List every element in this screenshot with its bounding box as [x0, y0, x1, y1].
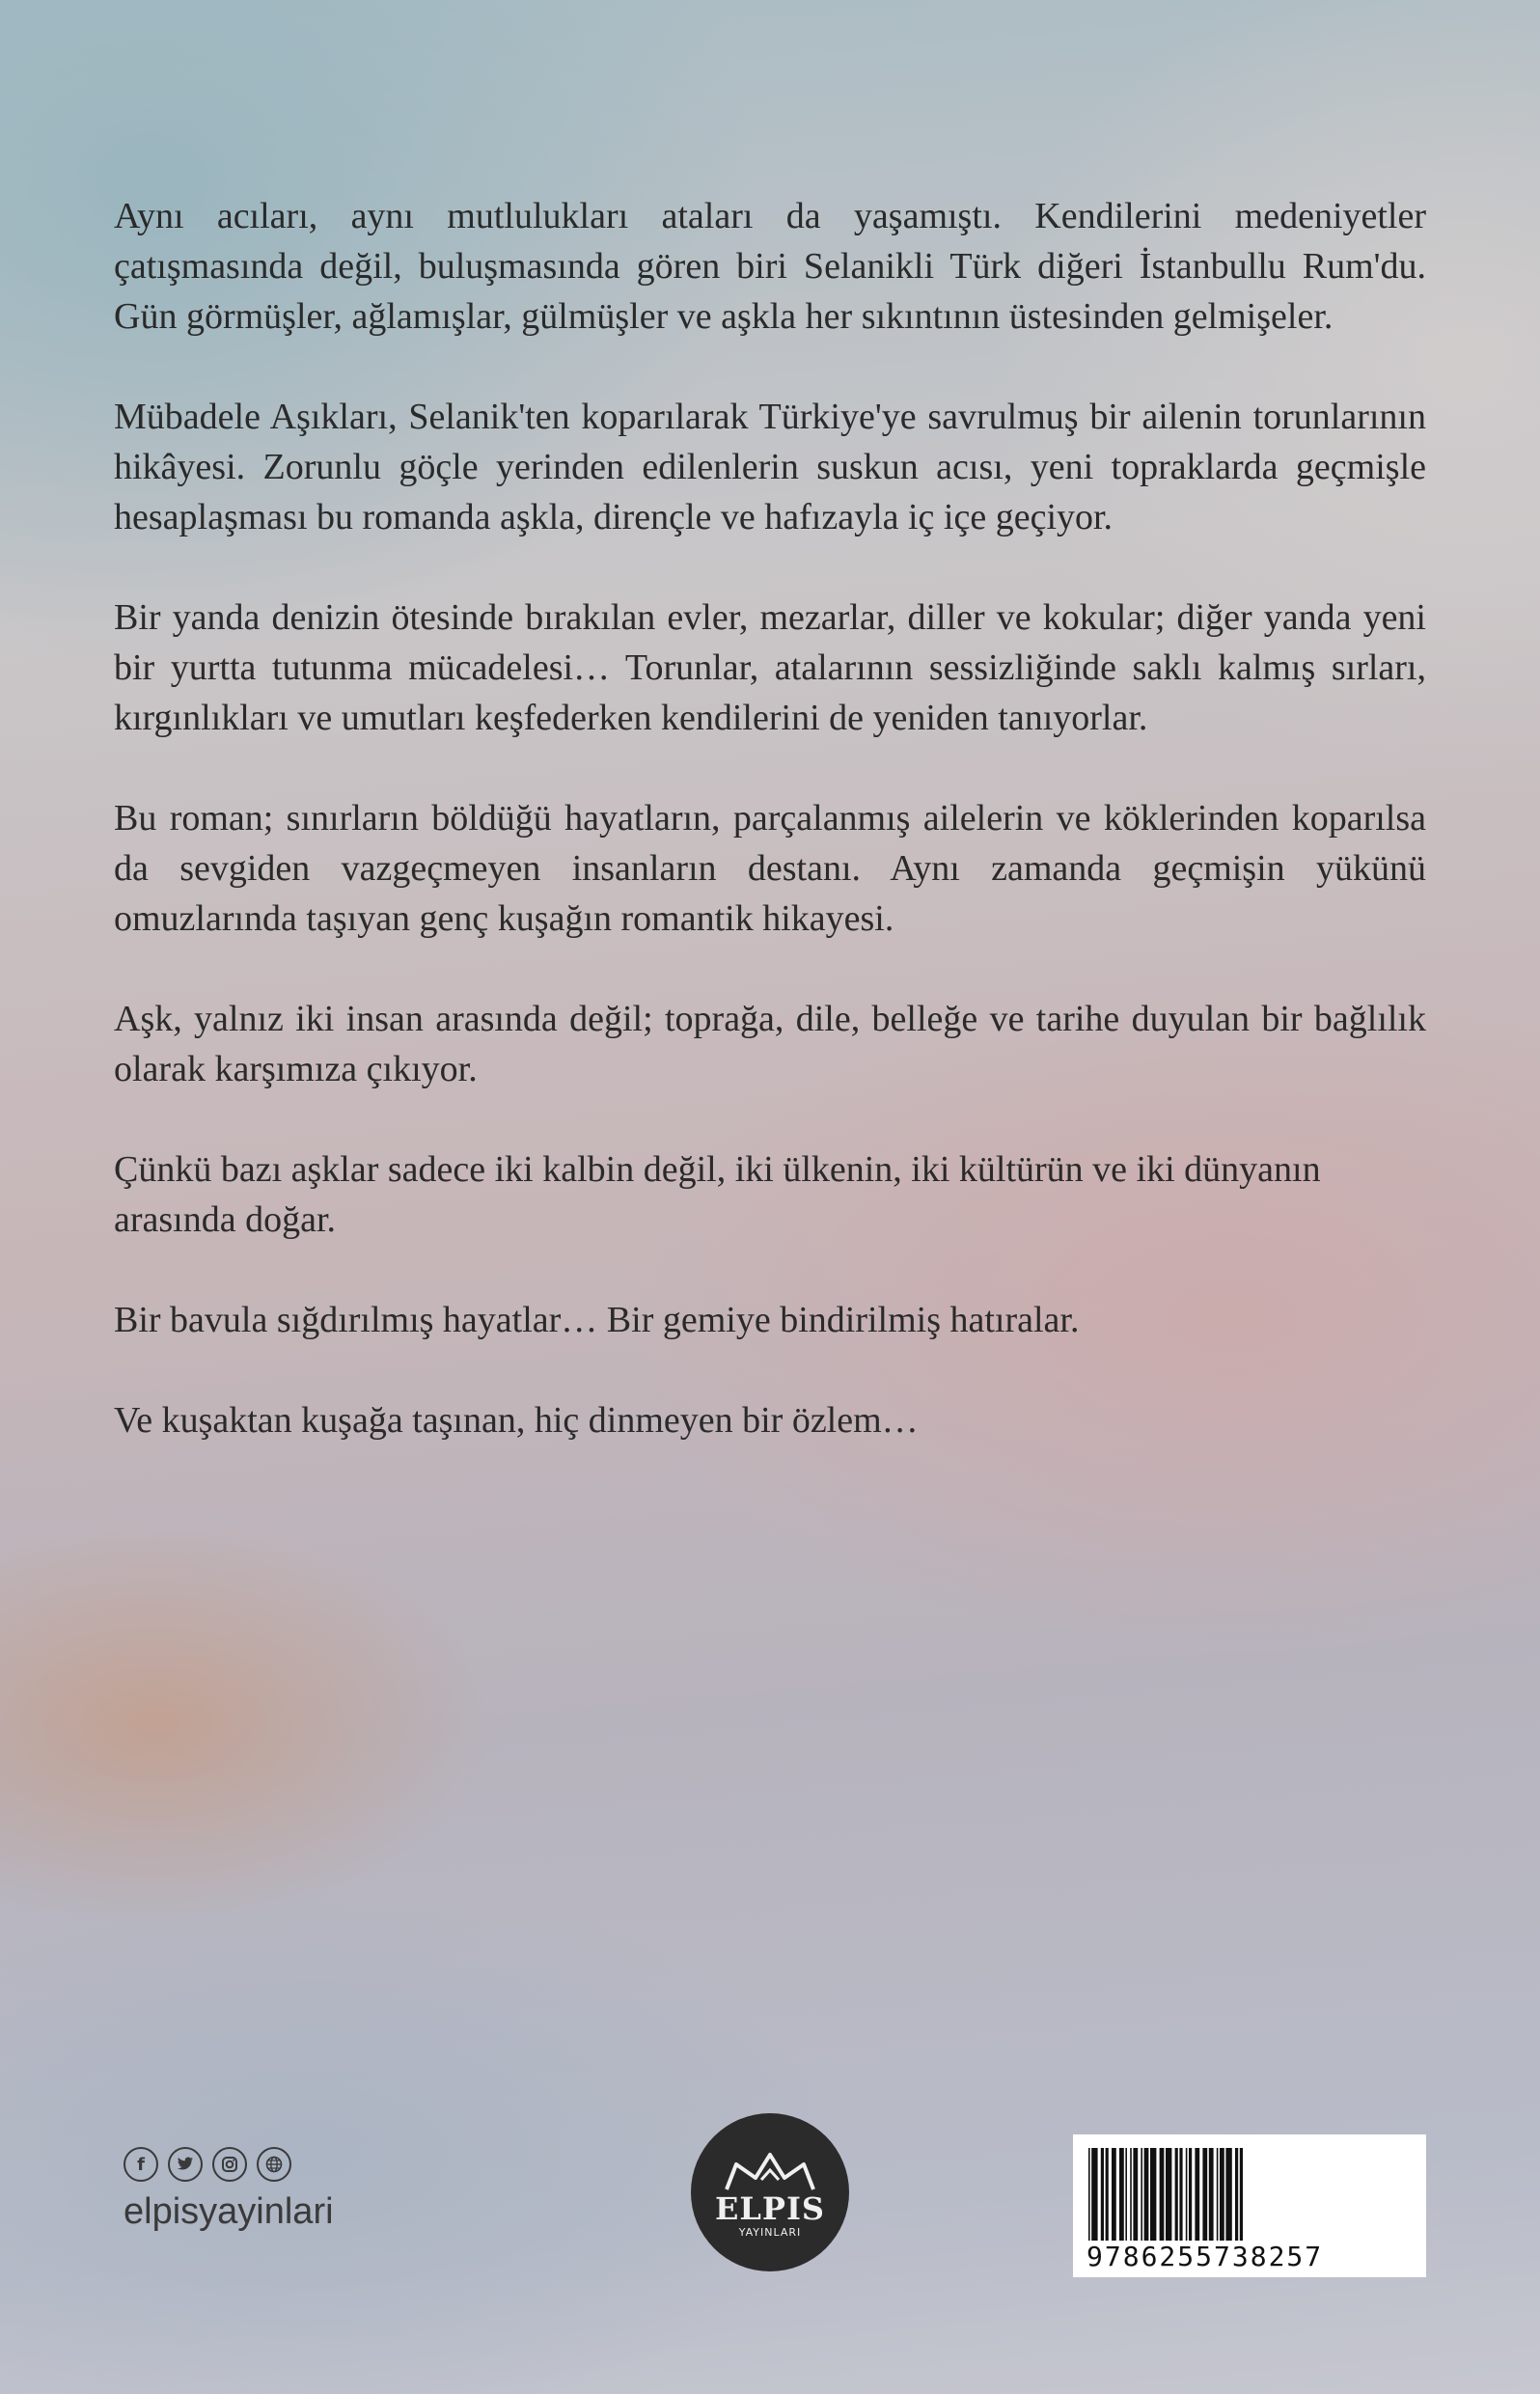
instagram-icon[interactable]	[212, 2147, 247, 2182]
barcode-bar	[1130, 2148, 1132, 2241]
twitter-icon[interactable]	[168, 2147, 203, 2182]
isbn-barcode	[1073, 2134, 1426, 2277]
barcode-bar	[1179, 2148, 1182, 2241]
barcode-bar	[1119, 2148, 1124, 2241]
social-links	[124, 2147, 334, 2233]
paragraph: Mübadele Aşıkları, Selanik'ten koparılarak Türkiye'ye savrulmuş bir ailenin torunlarının hikâyesi. Zorunlu göçle yerinden edilenlerin suskun acısı, yeni topraklarda geçmişle hesaplaşması bu romanda aşkla, dirençle ve hafızayla iç içe geçiyor.	[114, 397, 1426, 537]
paragraph: Çünkü bazı aşklar sadece iki kalbin değil, iki ülkenin, iki kültürün ve iki dünyanın arasında doğar.	[114, 1149, 1321, 1240]
barcode-bar	[1160, 2148, 1165, 2241]
barcode-bar	[1175, 2148, 1178, 2241]
barcode-bar	[1166, 2148, 1171, 2241]
paragraph: Bir bavula sığdırılmış hayatlar… Bir gemiye bindirilmiş hatıralar.	[114, 1300, 1080, 1340]
barcode-bar	[1101, 2148, 1104, 2241]
barcode-bar	[1202, 2148, 1207, 2241]
barcode-bar	[1150, 2148, 1156, 2241]
barcode-bar	[1235, 2148, 1238, 2241]
paragraph: Bu roman; sınırların böldüğü hayatların, parçalanmış ailelerin ve köklerinden koparılsa da sevgiden vazgeçmeyen insanların destanı. Aynı zamanda geçmişin yükünü omuzlarında taşıyan genç kuşağın romantik hikayesi.	[114, 798, 1426, 939]
barcode-bar	[1112, 2148, 1116, 2241]
barcode-bar	[1220, 2148, 1224, 2241]
barcode-bar	[1144, 2148, 1149, 2241]
barcode-bar	[1125, 2148, 1127, 2241]
barcode-bar	[1133, 2148, 1138, 2241]
web-icon[interactable]	[257, 2147, 291, 2182]
social-handle[interactable]: elpisyayinlari	[124, 2191, 334, 2232]
barcode-bar	[1240, 2148, 1243, 2241]
publisher-name: ELPIS	[714, 2189, 826, 2227]
barcode-bar	[1091, 2148, 1097, 2241]
barcode-bar	[1217, 2148, 1219, 2241]
paragraph: Bir yanda denizin ötesinde bırakılan evler, mezarlar, diller ve kokular; diğer yanda yeni bir yurtta tutunma mücadelesi… Torunlar, atalarının sessizliğinde saklı kalmış sırları, kırgınlıkları ve umutları keşfederken kendilerini de yeniden tanıyorlar.	[114, 597, 1426, 738]
barcode-bar	[1189, 2148, 1192, 2241]
paragraph: Aynı acıları, aynı mutlulukları ataları da yaşamıştı. Kendilerini medeniyetler çatışmasında değil, buluşmasında gören biri Selanikli Türk diğeri İstanbullu Rum'du. Gün görmüşler, ağlamışlar, gülmüşler ve aşkla her sıkıntının üstesinden gelmişeler.	[114, 196, 1426, 337]
barcode-bar	[1209, 2148, 1214, 2241]
barcode-bar	[1225, 2148, 1231, 2241]
paragraph: Aşk, yalnız iki insan arasında değil; toprağa, dile, belleğe ve tarihe duyulan bir bağlılık olarak karşımıza çıkıyor.	[114, 999, 1426, 1089]
crown-icon	[717, 2151, 823, 2193]
barcode-bar	[1195, 2148, 1199, 2241]
back-cover-text	[114, 191, 1426, 1496]
isbn-number: 9786255738257	[1086, 2241, 1324, 2272]
publisher-logo	[691, 2113, 849, 2271]
barcode-bars	[1086, 2148, 1413, 2241]
paragraph: Ve kuşaktan kuşağa taşınan, hiç dinmeyen bir özlem…	[114, 1400, 919, 1441]
barcode-bar	[1186, 2148, 1188, 2241]
barcode-bar	[1141, 2148, 1142, 2241]
barcode-bar	[1106, 2148, 1109, 2241]
publisher-sub: YAYINLARI	[738, 2225, 802, 2239]
barcode-bar	[1088, 2148, 1090, 2241]
facebook-icon[interactable]: f	[124, 2147, 158, 2182]
